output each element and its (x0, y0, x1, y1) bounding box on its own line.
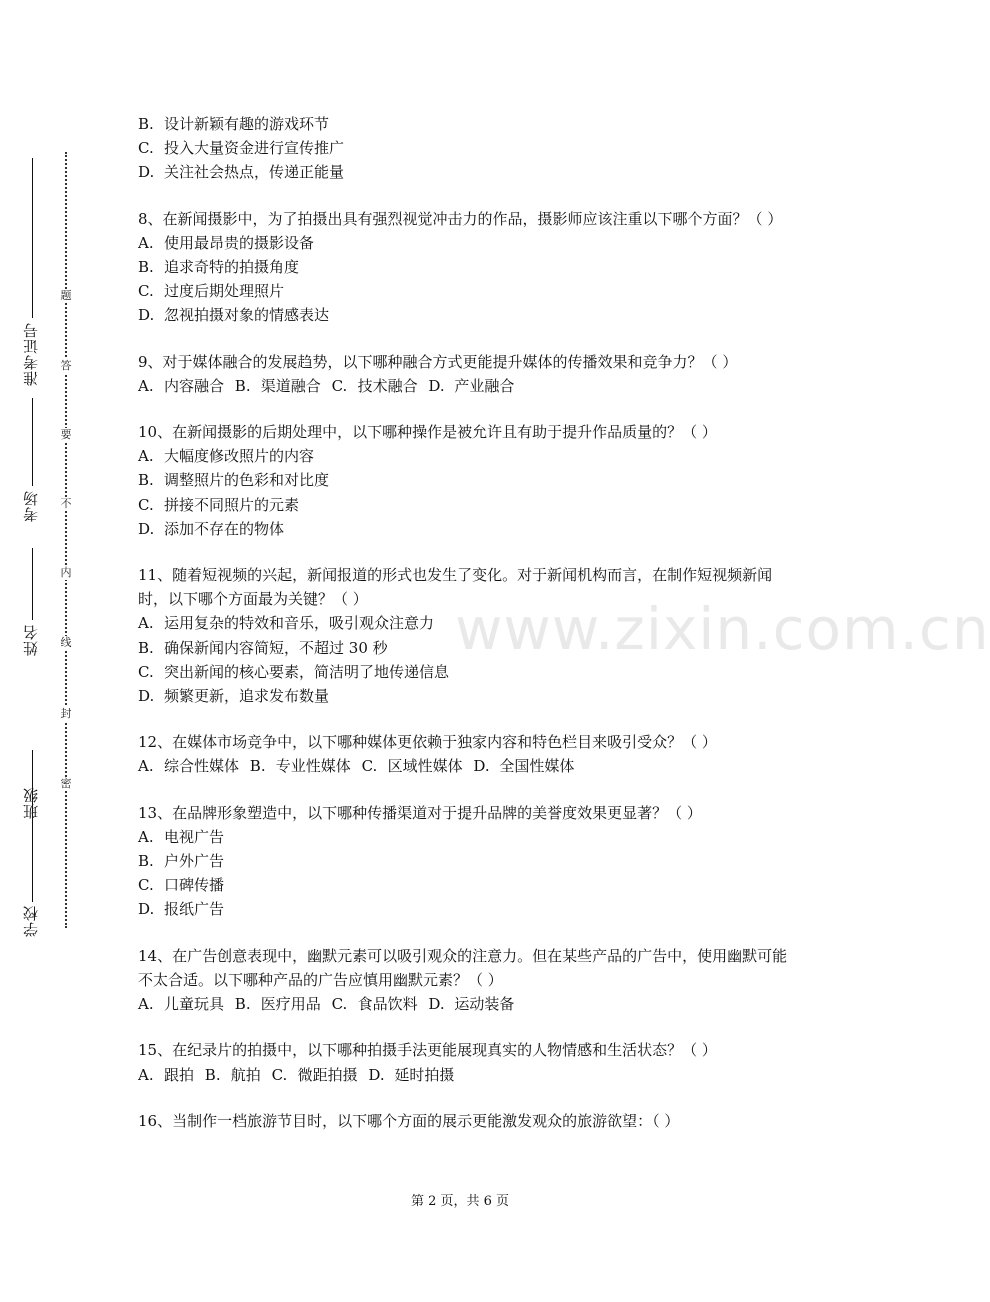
option-c[interactable] (272, 1066, 358, 1084)
binding-strip (0, 0, 110, 1302)
option-c[interactable] (138, 660, 788, 684)
option-text: 专业性媒体 (275, 757, 351, 776)
option-text: 区域性媒体 (387, 757, 463, 776)
question-13 (138, 801, 788, 922)
ticket-number-underline (32, 158, 33, 318)
option-letter: B. (138, 852, 154, 871)
option-text: 使用最昂贵的摄影设备 (164, 233, 315, 252)
option-b[interactable] (138, 636, 788, 660)
option-text: 电视广告 (164, 827, 225, 846)
option-text: 拼接不同照片的元素 (164, 495, 300, 514)
option-b[interactable] (138, 255, 788, 279)
option-letter: A. (138, 376, 154, 395)
option-text: 渠道融合 (260, 376, 321, 395)
question-stem: 8、在新闻摄影中，为了拍摄出具有强烈视觉冲击力的作品，摄影师应该注重以下哪个方面？（ ） (138, 209, 783, 228)
question-stem: 10、在新闻摄影的后期处理中，以下哪种操作是被允许且有助于提升作品质量的？（ ） (138, 423, 717, 442)
option-letter: C. (138, 495, 154, 514)
exam-room-underline (32, 398, 33, 486)
option-c[interactable] (332, 377, 418, 395)
inline-options (138, 1063, 788, 1087)
option-a[interactable] (138, 825, 788, 849)
question-stem: 9、对于媒体融合的发展趋势，以下哪种融合方式更能提升媒体的传播效果和竞争力？（ ） (138, 352, 738, 371)
option-d[interactable] (138, 897, 788, 921)
option-text: 医疗用品 (260, 995, 321, 1014)
option-text: 综合性媒体 (164, 757, 240, 776)
option-a[interactable] (138, 757, 239, 775)
inline-options (138, 754, 788, 778)
question-7-continued (138, 112, 788, 185)
question-stem: 16、当制作一档旅游节目时，以下哪个方面的展示更能激发观众的旅游欲望：（ ） (138, 1111, 680, 1130)
option-a[interactable] (138, 611, 788, 635)
seal-char: 内 (58, 566, 74, 580)
option-letter: C. (138, 282, 154, 301)
option-text: 运动装备 (454, 995, 515, 1014)
option-text: 微距拍摄 (297, 1065, 358, 1084)
option-text: 大幅度修改照片的内容 (164, 447, 315, 466)
option-b[interactable] (250, 757, 351, 775)
option-text: 忽视拍摄对象的情感表达 (164, 306, 330, 325)
question-stem: 15、在纪录片的拍摄中，以下哪种拍摄手法更能展现真实的人物情感和生活状态？（ ） (138, 1041, 717, 1060)
option-letter: A. (138, 233, 154, 252)
option-letter: C. (138, 662, 154, 681)
option-c[interactable] (362, 757, 463, 775)
seal-char: 题 (58, 289, 74, 303)
watermark: www.zixin.com.cn (455, 595, 990, 663)
option-d[interactable] (138, 303, 788, 327)
option-text: 食品饮料 (357, 995, 418, 1014)
option-b[interactable] (138, 849, 788, 873)
question-stem: 13、在品牌形象塑造中，以下哪种传播渠道对于提升品牌的美誉度效果更显著？（ ） (138, 803, 702, 822)
option-text: 报纸广告 (164, 900, 225, 919)
option-text: 跟拍 (164, 1065, 195, 1084)
option-b[interactable] (235, 377, 321, 395)
option-text: 产业融合 (454, 376, 515, 395)
class-label: 班级 (22, 787, 40, 819)
option-b[interactable] (235, 995, 321, 1013)
inline-options (138, 992, 788, 1016)
option-letter: B. (234, 995, 251, 1014)
option-text: 追求奇特的拍摄角度 (164, 258, 300, 277)
option-letter: B. (138, 471, 154, 490)
option-letter: D. (138, 519, 155, 538)
option-letter: C. (331, 995, 348, 1014)
option-letter: D. (138, 306, 155, 325)
option-text: 内容融合 (164, 376, 225, 395)
option-c[interactable] (138, 493, 788, 517)
seal-dotted-line (65, 152, 67, 928)
question-16 (138, 1109, 788, 1133)
option-text: 口碑传播 (164, 876, 225, 895)
option-text: 技术融合 (357, 376, 418, 395)
option-letter: D. (428, 376, 445, 395)
option-text: 航拍 (230, 1065, 261, 1084)
question-8 (138, 207, 788, 328)
option-letter: A. (138, 1065, 154, 1084)
option-letter: B. (204, 1065, 221, 1084)
seal-char: 答 (58, 359, 74, 373)
option-letter: B. (138, 638, 154, 657)
option-a[interactable] (138, 1066, 194, 1084)
option-d[interactable] (473, 757, 574, 775)
option-letter: C. (331, 376, 348, 395)
option-text: 儿童玩具 (164, 995, 225, 1014)
question-11 (138, 563, 788, 708)
exam-room-label: 考场 (22, 490, 40, 522)
option-text: 投入大量资金进行宣传推广 (164, 139, 345, 158)
option-text: 运用复杂的特效和音乐，吸引观众注意力 (164, 614, 435, 633)
option-d[interactable] (138, 684, 788, 708)
option-a[interactable] (138, 995, 224, 1013)
page-number: 第 2 页，共 6 页 (410, 1194, 510, 1209)
ticket-number-label: 准考证号 (22, 322, 40, 386)
option-letter: D. (428, 995, 445, 1014)
option-text: 全国性媒体 (499, 757, 575, 776)
option-text: 确保新闻内容简短，不超过 30 秒 (164, 638, 388, 657)
option-letter: A. (138, 614, 154, 633)
option-b[interactable] (205, 1066, 261, 1084)
question-10 (138, 420, 788, 541)
option-d[interactable] (368, 1066, 454, 1084)
option-text: 突出新闻的核心要素，简洁明了地传递信息 (164, 662, 450, 681)
option-d[interactable] (428, 995, 514, 1013)
option-letter: D. (368, 1065, 385, 1084)
question-stem: 14、在广告创意表现中，幽默元素可以吸引观众的注意力。但在某些产品的广告中，使用幽默可能不太合适。以下哪种产品的广告应慎用幽默元素？（ ） (138, 946, 788, 989)
option-b[interactable] (138, 112, 788, 136)
option-a[interactable] (138, 444, 788, 468)
name-label: 姓名 (22, 624, 40, 656)
option-d[interactable] (138, 160, 788, 184)
option-text: 过度后期处理照片 (164, 282, 285, 301)
option-b[interactable] (138, 468, 788, 492)
seal-char: 要 (58, 428, 74, 442)
school-label: 学校 (22, 905, 40, 937)
option-a[interactable] (138, 377, 224, 395)
option-text: 调整照片的色彩和对比度 (164, 471, 330, 490)
option-letter: B. (138, 258, 154, 277)
inline-options (138, 374, 788, 398)
name-underline (32, 548, 33, 620)
option-letter: D. (138, 900, 155, 919)
option-text: 添加不存在的物体 (164, 519, 285, 538)
option-letter: C. (361, 757, 378, 776)
seal-char: 密 (58, 777, 74, 791)
option-letter: C. (138, 139, 154, 158)
option-letter: A. (138, 757, 154, 776)
question-stem: 12、在媒体市场竞争中，以下哪种媒体更依赖于独家内容和特色栏目来吸引受众？（ ） (138, 733, 717, 752)
option-letter: A. (138, 827, 154, 846)
option-text: 关注社会热点，传递正能量 (164, 163, 345, 182)
school-underline (32, 750, 33, 902)
question-14 (138, 944, 788, 1017)
option-c[interactable] (332, 995, 418, 1013)
option-d[interactable] (428, 377, 514, 395)
option-letter: C. (271, 1065, 288, 1084)
question-12 (138, 730, 788, 778)
option-a[interactable] (138, 231, 788, 255)
option-letter: B. (249, 757, 266, 776)
option-letter: D. (138, 687, 155, 706)
option-text: 频繁更新，追求发布数量 (164, 687, 330, 706)
seal-char: 线 (58, 636, 74, 650)
option-letter: D. (138, 163, 155, 182)
option-letter: C. (138, 876, 154, 895)
question-list (138, 112, 788, 1155)
option-letter: A. (138, 447, 154, 466)
question-9 (138, 350, 788, 398)
option-text: 设计新颖有趣的游戏环节 (164, 115, 330, 133)
option-d[interactable] (138, 517, 788, 541)
seal-char: 不 (58, 497, 74, 511)
option-text: 户外广告 (164, 852, 225, 871)
option-letter: B. (138, 115, 154, 133)
option-c[interactable] (138, 136, 788, 160)
option-text: 延时拍摄 (394, 1065, 455, 1084)
option-letter: A. (138, 995, 154, 1014)
seal-char: 封 (58, 707, 74, 721)
option-letter: B. (234, 376, 251, 395)
option-c[interactable] (138, 279, 788, 303)
question-15 (138, 1038, 788, 1086)
option-letter: D. (473, 757, 490, 776)
option-c[interactable] (138, 873, 788, 897)
question-stem: 11、随着短视频的兴起，新闻报道的形式也发生了变化。对于新闻机构而言，在制作短视频新闻时，以下哪个方面最为关键？（ ） (138, 566, 773, 609)
